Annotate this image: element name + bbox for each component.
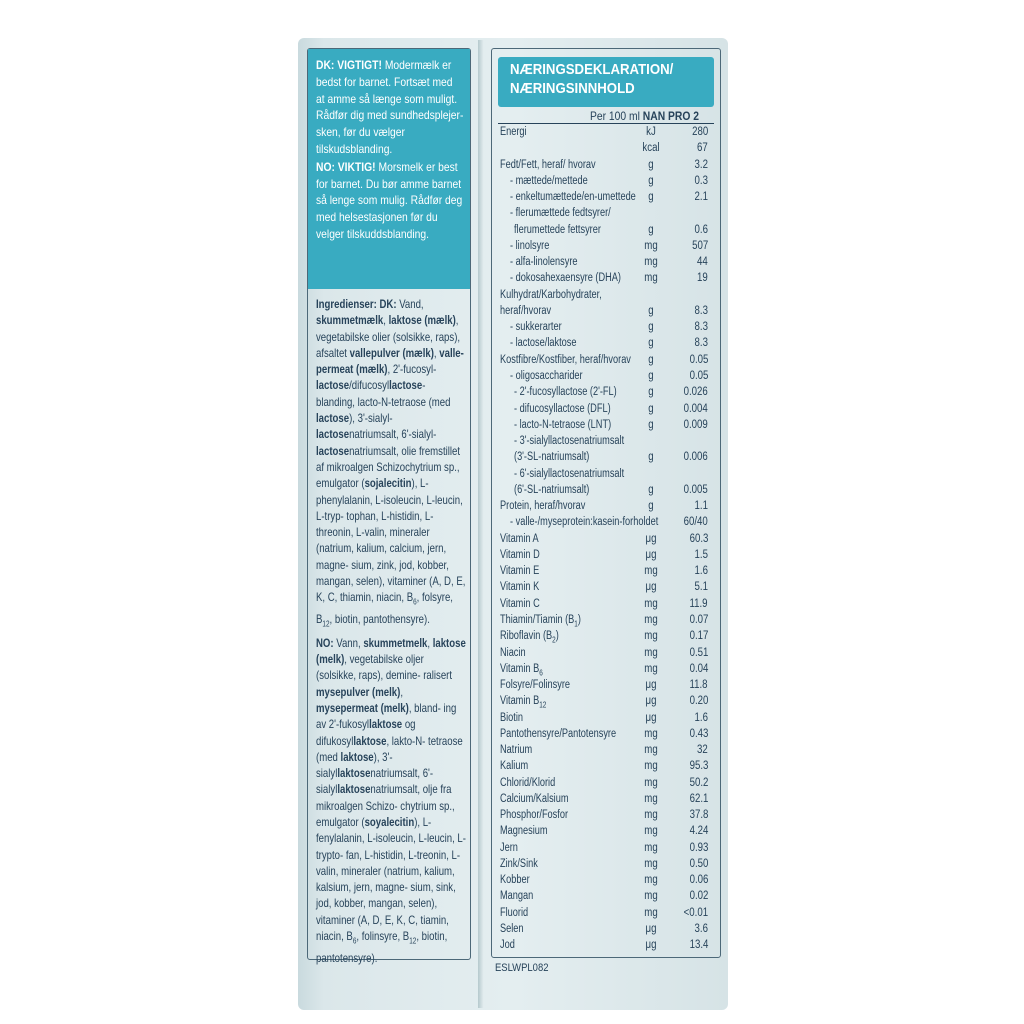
ingredient-text: natriumsalt, olje fra mikroalgen Schizo- chytrium sp., emulgator (	[316, 782, 455, 829]
nutrient-unit: g	[648, 191, 654, 204]
nutrient-value: 1.6	[694, 711, 708, 724]
nutrition-row	[500, 125, 714, 141]
ingredient-text: lactose	[389, 378, 423, 393]
nutrient-unit: mg	[644, 906, 658, 919]
nutrient-value: 0.20	[689, 695, 708, 708]
warning-no: NO: VIKTIG! Morsmelk er best for barnet. Du bør amme barnet så lenge som mulig. Rådfør deg med helsestasjonen før du velger tilskuddsblanding.	[316, 159, 463, 241]
ingredient-text: lactose	[316, 443, 350, 458]
nutrient-value: 0.02	[689, 890, 708, 903]
nutrition-row	[500, 841, 714, 857]
ingredient-text: 6	[413, 597, 417, 607]
nutrient-value: 507	[691, 239, 708, 252]
nutrient-name: - enkeltumættede/en-umettede	[510, 191, 636, 204]
ingredient-text: valle- permeat (mælk)	[316, 345, 464, 377]
nutrient-unit: g	[648, 451, 654, 464]
nutrient-name: - difucosyllactose (DFL)	[514, 402, 611, 415]
ingredient-text: mysepermeat (melk)	[316, 700, 409, 715]
ingredient-text: sojalecitin	[364, 476, 412, 491]
nutrient-value: 95.3	[689, 760, 708, 773]
nutrient-unit: mg	[644, 857, 658, 870]
nutrient-value: 0.17	[689, 630, 708, 643]
nutrient-unit: mg	[644, 874, 658, 887]
nutrient-unit: mg	[644, 776, 658, 789]
nutrition-row	[500, 564, 714, 580]
product-code: ESLWPL082	[495, 962, 549, 974]
ingredient-text: , lakto-N- tetraose (med	[316, 733, 463, 764]
nutrient-unit: mg	[644, 630, 658, 643]
nutrient-unit: μg	[645, 923, 657, 936]
nutrition-row	[500, 922, 714, 938]
nutrient-name: - lactose/laktose	[510, 337, 577, 350]
nutrient-value: 0.006	[683, 451, 708, 464]
nutrition-row	[500, 369, 714, 385]
nutrient-unit: kJ	[646, 126, 656, 138]
nutrition-row	[500, 548, 714, 564]
nutrient-unit: g	[648, 174, 654, 187]
nutrient-value: 11.8	[689, 679, 708, 692]
nutrition-title-line-2: NÆRINGSINNHOLD	[510, 80, 635, 97]
nutrition-row	[500, 906, 714, 922]
nutrient-value: 3.6	[694, 923, 708, 936]
nutrient-name: Vitamin $B_{12}$	[500, 695, 547, 710]
nutrient-name: - alfa-linolensyre	[510, 256, 578, 269]
nutrient-name: Chlorid/Klorid	[500, 776, 556, 789]
nutrient-value: 2.1	[694, 191, 708, 204]
nutrition-row	[500, 532, 714, 548]
nutrition-row	[500, 190, 714, 206]
nutrient-value: 4.24	[689, 825, 708, 838]
nutrient-unit: mg	[644, 809, 658, 822]
ingredient-text: , biotin, pantotensyre).	[316, 929, 448, 965]
nutrient-name: Mangan	[500, 890, 534, 903]
ingredient-text: laktose	[353, 733, 387, 748]
nutrient-name: Jod	[500, 939, 515, 952]
ingredient-text: ), 3'-sialyl	[316, 749, 393, 781]
nutrient-name: Kulhydrat/Karbohydrater,	[500, 288, 602, 301]
nutrient-value: 8.3	[694, 304, 708, 317]
nutrition-row	[500, 515, 714, 531]
nutrition-row	[500, 613, 714, 629]
nutrient-value: 1.6	[694, 565, 708, 578]
nutrient-name: Vitamin E	[500, 565, 540, 578]
nutrient-value: 67	[697, 142, 708, 155]
nutrient-unit: g	[648, 418, 654, 431]
ingredient-text: Vand,	[399, 297, 424, 311]
nutrient-name: (3'-SL-natriumsalt)	[514, 451, 590, 464]
nutrition-row	[500, 385, 714, 401]
nutrition-row	[500, 694, 714, 710]
ingredients-no	[316, 635, 466, 966]
ingredient-text: og difukosyl	[316, 717, 416, 748]
nutrition-panel	[491, 48, 721, 958]
ingredient-text: skummetmelk	[363, 635, 428, 650]
nutrient-unit: mg	[644, 727, 658, 740]
nutrient-value: 0.93	[689, 841, 708, 854]
nutrient-unit: kcal	[642, 142, 660, 155]
nutrient-value: 0.004	[683, 402, 708, 415]
nutrient-name: Zink/Sink	[500, 857, 538, 870]
ingredient-text: soyalecitin	[364, 814, 415, 829]
ingredient-text: , vegetabilske olier (solsikke, raps), afsaltet	[316, 313, 461, 360]
ingredients-dk	[316, 296, 466, 633]
nutrition-row	[500, 938, 714, 954]
nutrient-value: 0.6	[694, 223, 708, 236]
ingredient-text: natriumsalt, 6'-sialyl	[316, 766, 434, 797]
nutrient-unit: μg	[645, 679, 657, 692]
nutrition-row	[500, 206, 714, 222]
ingredient-text: 12	[409, 936, 417, 946]
nutrition-row	[500, 434, 714, 450]
ingredient-text: ,	[433, 345, 440, 360]
nutrition-row	[500, 776, 714, 792]
nutrient-value: 19	[697, 272, 708, 285]
nutrient-value: 50.2	[689, 776, 708, 789]
nutrient-name: Fluorid	[500, 906, 529, 919]
nutrient-name: flerumettede fettsyrer	[514, 223, 601, 236]
ingredient-text: vallepulver (mælk)	[349, 345, 434, 360]
nutrient-name: heraf/hvorav	[500, 304, 552, 317]
nutrition-row	[500, 239, 714, 255]
ingredient-text: NO:	[316, 635, 337, 650]
nutrient-value: 37.8	[689, 809, 708, 822]
nutrient-value: 3.2	[694, 158, 708, 171]
ingredient-text: lactose	[316, 378, 350, 393]
ingredient-text: - blanding, lacto-N-tetraose (med	[316, 378, 451, 409]
nutrition-row	[500, 271, 714, 287]
nutrition-title-line-1: NÆRINGSDEKLARATION/	[510, 61, 674, 78]
nutrition-row	[500, 889, 714, 905]
nutrient-name: - lacto-N-tetraose (LNT)	[514, 418, 612, 431]
ingredient-text: , bland- ing av 2'-fukosyl	[316, 700, 457, 732]
nutrition-row	[500, 727, 714, 743]
nutrition-row	[500, 873, 714, 889]
nutrient-name: Kobber	[500, 874, 530, 887]
nutrient-value: 11.9	[689, 597, 708, 610]
nutrient-unit: mg	[644, 613, 658, 626]
nutrient-name: - 6'-sialyllactosenatriumsalt	[514, 467, 625, 480]
nutrient-unit: mg	[644, 760, 658, 773]
nutrition-row	[500, 320, 714, 336]
nutrient-unit: g	[648, 369, 654, 382]
nutrition-row	[500, 304, 714, 320]
ingredient-text: lactose	[316, 411, 350, 426]
ingredient-text: laktose (mælk)	[388, 313, 456, 328]
left-panel	[307, 48, 471, 965]
nutrient-name: Vitamin A	[500, 532, 539, 545]
nutrient-name: Riboflavin $(B_2)$	[500, 630, 559, 645]
nutrient-name: Vitamin C	[500, 597, 540, 610]
ingredient-text: 6	[352, 936, 357, 946]
ingredient-text: ,	[383, 313, 389, 328]
nutrient-value: 0.06	[689, 874, 708, 887]
package-fold	[478, 40, 484, 1008]
nutrition-row	[500, 174, 714, 190]
nutrient-name: Vitamin K	[500, 581, 540, 594]
nutrient-name: - 3'-sialyllactosenatriumsalt	[514, 435, 625, 448]
nutrient-value: 8.3	[694, 321, 708, 334]
nutrient-unit: g	[648, 337, 654, 350]
ingredients	[308, 292, 470, 966]
ingredient-text: , biotin, pantothensyre).	[329, 612, 430, 627]
nutrient-name: Fedt/Fett, heraf/ hvorav	[500, 158, 596, 171]
nutrient-value: 60.3	[689, 532, 708, 545]
nutrient-unit: g	[648, 321, 654, 334]
nutrition-row	[500, 662, 714, 678]
nutrition-row	[500, 646, 714, 662]
nutrient-value: 62.1	[689, 792, 708, 805]
nutrition-row	[500, 808, 714, 824]
nutrition-row	[500, 418, 714, 434]
nutrient-unit: mg	[644, 256, 658, 269]
nutrient-name: - mættede/mettede	[510, 174, 588, 187]
nutrient-name: - linolsyre	[510, 239, 550, 252]
ingredient-text: natriumsalt, olie fremstillet af mikroalgen Schizochytrium sp., emulgator (	[316, 443, 461, 491]
nutrient-name: Selen	[500, 923, 524, 936]
ingredient-text: ), 3'-sialyl-	[349, 411, 393, 426]
nutrient-name: Biotin	[500, 711, 524, 724]
nutrient-name: Kalium	[500, 760, 529, 773]
nutrition-row	[500, 678, 714, 694]
ingredient-text: , 2'-fucosyl-	[387, 362, 437, 377]
nutrient-unit: mg	[644, 272, 658, 285]
nutrient-unit: g	[648, 386, 654, 399]
nutrient-unit: μg	[645, 711, 657, 724]
nutrition-row	[500, 223, 714, 239]
nutrition-row	[500, 499, 714, 515]
nutrient-value: 13.4	[689, 939, 708, 952]
ingredient-text: , folsyre, B	[316, 590, 453, 627]
nutrient-unit: g	[648, 483, 654, 496]
ingredient-text: laktose	[337, 766, 371, 781]
nutrition-row	[500, 336, 714, 352]
nutrient-value: 280	[691, 126, 708, 138]
nutrition-title	[498, 57, 714, 107]
nutrient-value: 0.009	[683, 418, 708, 431]
nutrient-unit: mg	[644, 792, 658, 805]
ingredient-text: , folinsyre, B	[356, 929, 410, 944]
ingredient-text: mysepulver (melk)	[316, 684, 401, 699]
nutrition-row	[500, 580, 714, 596]
nutrient-name: (6'-SL-natriumsalt)	[514, 483, 590, 496]
nutrient-value: 0.05	[689, 369, 708, 382]
nutrient-unit: μg	[645, 532, 657, 545]
ingredient-text: natriumsalt, 6'-sialyl-	[349, 427, 437, 442]
ingredient-text: ,	[427, 635, 433, 650]
nutrient-name: - sukkerarter	[510, 321, 562, 334]
nutrition-row	[500, 158, 714, 174]
nutrient-value: 0.51	[689, 646, 708, 659]
ingredient-text: , vegetabilske oljer (solsikke, raps), demine- ralisert	[316, 652, 453, 683]
nutrition-row	[500, 824, 714, 840]
nutrient-name: Niacin	[500, 646, 526, 659]
nutrient-name: Jern	[500, 841, 518, 854]
nutrition-row	[500, 402, 714, 418]
nutrient-name: - 2'-fucosyllactose (2'-FL)	[514, 386, 617, 399]
per-100ml-header: Per 100 ml NAN PRO 2	[590, 109, 699, 123]
nutrient-unit: g	[648, 353, 654, 366]
ingredient-text: 12	[322, 619, 330, 629]
nutrient-unit: mg	[644, 646, 658, 659]
nutrition-table	[500, 125, 714, 955]
nutrient-unit: mg	[644, 239, 658, 252]
ingredient-text: Ingredienser: DK:	[316, 297, 400, 311]
nutrition-row	[500, 711, 714, 727]
nutrient-value: 0.3	[694, 174, 708, 187]
nutrient-name: Natrium	[500, 744, 533, 757]
nutrient-unit: g	[648, 223, 654, 236]
nutrition-row	[500, 759, 714, 775]
nutrient-unit: μg	[645, 548, 657, 561]
warning-dk: DK: VIGTIGT! Modermælk er bedst for barnet. Fortsæt med at amme så længe som muligt. Rådfør dig med sundhedsplejer- sken, før du vælger tilskudsblanding.	[316, 58, 464, 156]
nutrient-value: 0.026	[683, 386, 708, 399]
nutrition-row	[500, 857, 714, 873]
nutrient-name: - dokosahexaensyre (DHA)	[510, 272, 621, 285]
ingredient-text: ), L-fenylalanin, L-isoleucin, L-leucin, L-trypto- fan, L-histidin, L-treonin, L-valin, mineraler (natrium, kalium, kalsium, jern, magne- sium, sink, jod, kobber, mangan, selen), vitaminer (A, D, E, K, C, tiamin, niacin, B	[316, 814, 466, 944]
nutrient-unit: g	[648, 402, 654, 415]
nutrient-value: 1.1	[694, 500, 708, 513]
nutrient-value: 0.005	[683, 483, 708, 496]
nutrition-row	[500, 141, 714, 157]
nutrient-value: 32	[697, 744, 708, 757]
nutrition-row	[500, 255, 714, 271]
nutrient-value: 5.1	[694, 581, 708, 594]
nutrient-name: Vitamin $B_6$	[500, 662, 543, 678]
nutrition-row	[500, 467, 714, 483]
nutrient-name: Thiamin/Tiamin $(B_1)$	[500, 613, 581, 629]
nutrient-value: 8.3	[694, 337, 708, 350]
header-rule	[498, 123, 714, 124]
nutrient-value: 44	[697, 256, 708, 269]
ingredient-text: ), L-phenylalanin, L-isoleucin, L-leucin, L-tryp- tophan, L-histidin, L-threonin, L-valin, mineraler (natrium, kalium, calcium, jern, magne- sium, zink, jod, kobber, mangan, selen), vitaminer (A, D, E, K, C, thiamin, niacin, B	[316, 476, 466, 605]
ingredient-text: laktose (melk)	[316, 635, 466, 667]
nutrition-row	[500, 629, 714, 645]
nutrient-unit: mg	[644, 662, 658, 675]
ingredient-text: lactose	[316, 427, 350, 442]
nutrient-name: Vitamin D	[500, 548, 540, 561]
nutrition-row	[500, 288, 714, 304]
nutrient-name: - flerumættede fedtsyrer/	[510, 207, 611, 220]
nutrition-row	[500, 597, 714, 613]
nutrient-value: 0.50	[689, 857, 708, 870]
nutrient-unit: g	[648, 158, 654, 171]
ingredient-text: laktose	[369, 717, 403, 732]
nutrient-unit: μg	[645, 695, 657, 708]
nutrient-name: Protein, heraf/hvorav	[500, 500, 586, 513]
nutrient-value: 0.05	[689, 353, 708, 366]
ingredient-text: ,	[400, 684, 403, 699]
nutrient-name: Magnesium	[500, 825, 548, 838]
nutrient-unit: g	[648, 500, 654, 513]
nutrient-unit: mg	[644, 597, 658, 610]
warning-box	[308, 49, 470, 289]
nutrient-value: 0.43	[689, 727, 708, 740]
nutrient-value: 0.07	[689, 613, 708, 626]
nutrient-name: Calcium/Kalsium	[500, 792, 569, 805]
nutrient-unit: g	[648, 304, 654, 317]
nutrient-unit: mg	[644, 744, 658, 757]
nutrient-name: - valle-/myseprotein:kasein-forholdet	[510, 516, 659, 529]
nutrient-value: 0.04	[689, 662, 708, 675]
ingredient-text: Vann,	[336, 635, 364, 650]
nutrition-row	[500, 483, 714, 499]
nutrition-row	[500, 450, 714, 466]
nutrient-name: Phosphor/Fosfor	[500, 809, 569, 822]
nutrient-name: Folsyre/Folinsyre	[500, 679, 571, 692]
nutrient-name: Energi	[500, 126, 527, 138]
nutrient-value: 60/40	[683, 516, 708, 529]
nutrient-value: 1.5	[694, 548, 708, 561]
nutrient-unit: mg	[644, 890, 658, 903]
nutrition-row	[500, 743, 714, 759]
nutrient-unit: mg	[644, 841, 658, 854]
nutrient-unit: mg	[644, 825, 658, 838]
ingredient-text: skummetmælk	[316, 313, 384, 328]
nutrient-name: Pantothensyre/Pantotensyre	[500, 727, 617, 740]
nutrient-name: - oligosaccharider	[510, 369, 583, 382]
nutrient-value: <0.01	[683, 906, 708, 919]
nutrition-row	[500, 792, 714, 808]
nutrient-unit: mg	[644, 565, 658, 578]
nutrient-name: Kostfibre/Kostfiber, heraf/hvorav	[500, 353, 631, 366]
ingredient-text: laktose	[337, 782, 371, 797]
nutrient-unit: μg	[645, 939, 657, 952]
ingredient-text: laktose	[340, 749, 374, 764]
nutrition-row	[500, 353, 714, 369]
ingredient-text: /difucosyl	[349, 378, 390, 393]
nutrient-unit: μg	[645, 581, 657, 594]
